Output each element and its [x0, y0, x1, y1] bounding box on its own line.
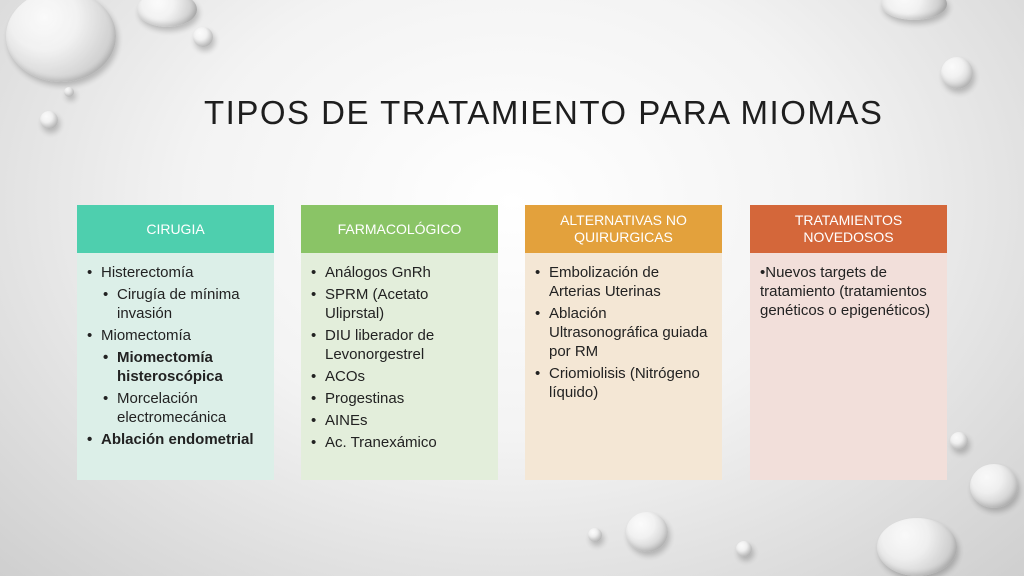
- list-item: • Cirugía de mínima invasión: [103, 285, 264, 323]
- column-farmacologico: [301, 205, 498, 480]
- column-header-cirugia: CIRUGIA: [77, 205, 274, 253]
- water-drop-decoration: [950, 432, 968, 450]
- column-body-novedosos: [750, 253, 947, 480]
- list-item: • Progestinas: [311, 389, 488, 408]
- column-body-alternativas: [525, 253, 722, 480]
- water-drop-decoration: [941, 57, 973, 89]
- column-cirugia: [77, 205, 274, 480]
- column-header-novedosos: TRATAMIENTOS NOVEDOSOS: [750, 205, 947, 253]
- list-item: • Histerectomía: [87, 263, 264, 282]
- water-drop-decoration: [40, 111, 58, 129]
- water-drop-decoration: [64, 87, 74, 97]
- water-drop-decoration: [877, 518, 957, 576]
- water-drop-decoration: [970, 464, 1018, 508]
- list-item: • DIU liberador de Levonorgestrel: [311, 326, 488, 364]
- list-item: • Criomiolisis (Nitrógeno líquido): [535, 364, 712, 402]
- list-item: • Embolización de Arterias Uterinas: [535, 263, 712, 301]
- list-item: • ACOs: [311, 367, 488, 386]
- list-item: • Ablación endometrial: [87, 430, 264, 449]
- list-item: • SPRM (Acetato Uliprstal): [311, 285, 488, 323]
- column-header-farmacologico: FARMACOLÓGICO: [301, 205, 498, 253]
- list-item: • Morcelación electromecánica: [103, 389, 264, 427]
- column-alternativas: [525, 205, 722, 480]
- column-header-alternativas: ALTERNATIVAS NO QUIRURGICAS: [525, 205, 722, 253]
- water-drop-decoration: [736, 541, 752, 557]
- water-drop-decoration: [193, 27, 213, 47]
- water-drop-decoration: [881, 0, 947, 20]
- list-item: • Análogos GnRh: [311, 263, 488, 282]
- column-novedosos: [750, 205, 947, 480]
- list-item: • Miomectomía histeroscópica: [103, 348, 264, 386]
- slide-title: TIPOS DE TRATAMIENTO PARA MIOMAS: [204, 94, 884, 131]
- list-item: • AINEs: [311, 411, 488, 430]
- column-body-farmacologico: [301, 253, 498, 480]
- water-drop-decoration: [6, 0, 116, 82]
- column-body-cirugia: [77, 253, 274, 480]
- list-item: •Nuevos targets de tratamiento (tratamientos genéticos o epigenéticos): [760, 264, 931, 319]
- water-drop-decoration: [137, 0, 197, 27]
- list-item: • Ablación Ultrasonográfica guiada por RM: [535, 304, 712, 361]
- water-drop-decoration: [626, 512, 668, 552]
- water-drop-decoration: [588, 528, 602, 542]
- list-item: • Miomectomía: [87, 326, 264, 345]
- list-item: • Ac. Tranexámico: [311, 433, 488, 452]
